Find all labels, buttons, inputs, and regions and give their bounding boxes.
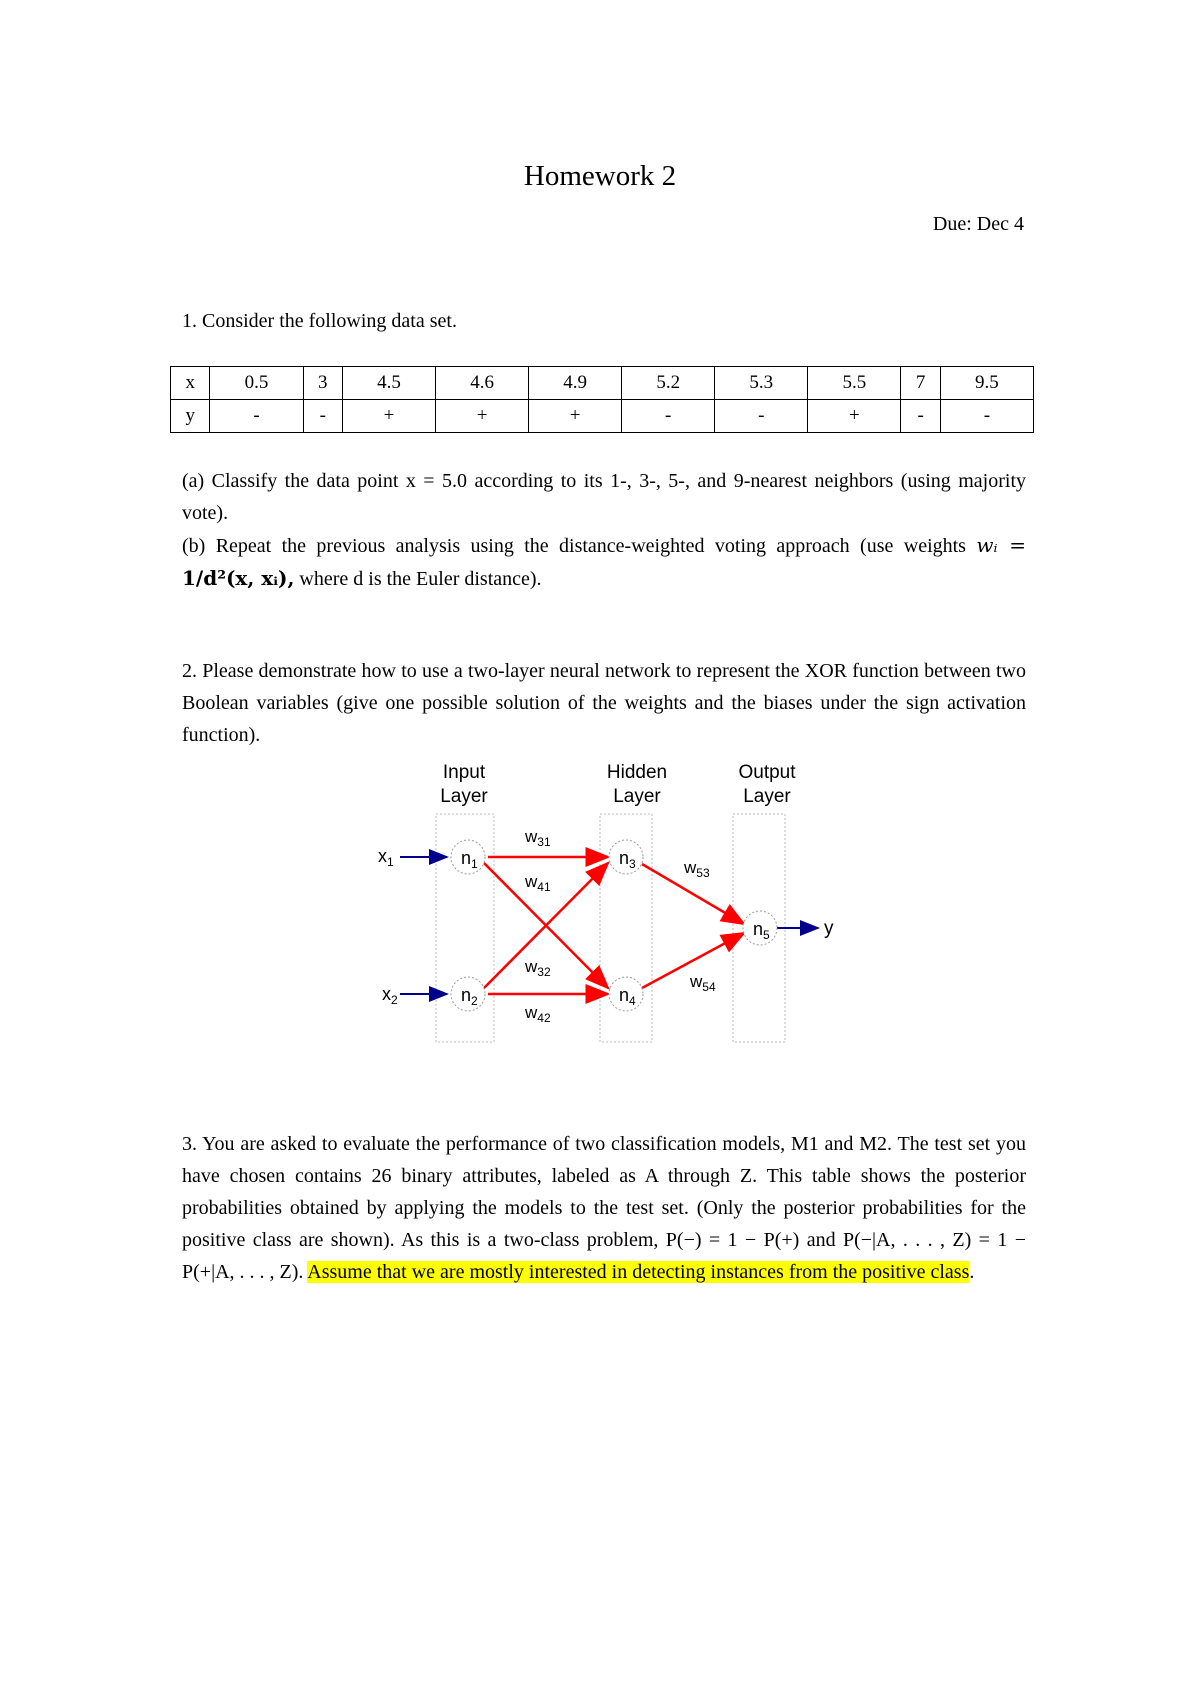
output-layer-label-2: Layer bbox=[743, 786, 791, 807]
weight-w53-label: $w_{53}$ bbox=[684, 858, 710, 880]
weight-w42-label: $w_{42}$ bbox=[525, 1003, 551, 1025]
x2-label: $x_2$ bbox=[382, 984, 398, 1007]
table-row-y bbox=[171, 400, 1034, 433]
table-cell: 7 bbox=[901, 367, 940, 400]
due-date: Due: Dec 4 bbox=[932, 213, 1024, 235]
table-cell: + bbox=[808, 400, 901, 433]
table-cell: + bbox=[436, 400, 529, 433]
page-title: Homework 2 bbox=[523, 160, 677, 192]
hidden-layer-label-1: Hidden bbox=[606, 762, 668, 783]
table-cell: - bbox=[210, 400, 303, 433]
question-1-parts bbox=[182, 465, 1026, 595]
question-3-text bbox=[182, 1128, 1026, 1288]
node-n5-label: $n_5$ bbox=[753, 919, 770, 942]
question-3-end: . bbox=[969, 1261, 975, 1283]
table-cell: - bbox=[901, 400, 940, 433]
weight-w32-label: $w_{32}$ bbox=[525, 957, 551, 979]
table-row-header: y bbox=[171, 400, 210, 433]
question-3-body: 3. You are asked to evaluate the performance of two classification models, M1 and M2. The test set you have chosen contains 26 binary attributes, labeled as A through Z. This table shows the posterior probabilities obtained by applying the models to the test set. (Only the posterior probabilities for the positive class are shown). As this is a two-class problem, P(−) = 1 − P(+) and P(−|A, . . . , Z) = 1 − P(+|A, . . . , Z). bbox=[182, 1133, 1026, 1283]
weight-w31-label: $w_{31}$ bbox=[525, 827, 551, 849]
table-cell: - bbox=[303, 400, 342, 433]
table-cell: + bbox=[343, 400, 436, 433]
neural-network-diagram bbox=[360, 750, 850, 1050]
node-n2-label: $n_2$ bbox=[461, 985, 478, 1008]
input-layer-label-2: Layer bbox=[440, 786, 488, 807]
x1-label: $x_1$ bbox=[378, 846, 394, 869]
table-row-x bbox=[171, 367, 1034, 400]
hidden-layer-label-2: Layer bbox=[613, 786, 661, 807]
question-1b-text: (b) Repeat the previous analysis using the distance-weighted voting approach (use weights bbox=[182, 535, 977, 557]
table-cell: - bbox=[622, 400, 715, 433]
table-cell: 9.5 bbox=[940, 367, 1033, 400]
table-row-header: x bbox=[171, 367, 210, 400]
question-3-highlight: Assume that we are mostly interested in detecting instances from the positive class bbox=[307, 1261, 970, 1283]
weight-w41-label: $w_{41}$ bbox=[525, 872, 551, 894]
node-n4-label: $n_4$ bbox=[619, 985, 636, 1008]
output-layer-label-1: Output bbox=[738, 762, 796, 783]
question-1a-text: (a) Classify the data point x = 5.0 according to its 1-, 3-, 5-, and 9-nearest neighbors (using majority vote). bbox=[182, 470, 1026, 524]
table-cell: - bbox=[940, 400, 1033, 433]
table-cell: + bbox=[529, 400, 622, 433]
data-set-table bbox=[170, 366, 1034, 433]
node-n3-label: $n_3$ bbox=[619, 848, 636, 871]
table-cell: 4.9 bbox=[529, 367, 622, 400]
question-2-text: 2. Please demonstrate how to use a two-layer neural network to represent the XOR function between two Boolean variables (give one possible solution of the weights and the biases under the sign activation function). bbox=[182, 660, 1026, 746]
question-1-intro: 1. Consider the following data set. bbox=[182, 310, 457, 332]
y-label: y bbox=[824, 918, 834, 939]
table-cell: 4.5 bbox=[343, 367, 436, 400]
table-cell: 0.5 bbox=[210, 367, 303, 400]
table-cell: 4.6 bbox=[436, 367, 529, 400]
table-cell: - bbox=[715, 400, 808, 433]
table-cell: 5.3 bbox=[715, 367, 808, 400]
table-cell: 5.2 bbox=[622, 367, 715, 400]
question-1b-distance-formula: 1/d²(x, xᵢ), bbox=[182, 566, 295, 590]
question-1b-text-end: where d is the Euler distance). bbox=[294, 568, 542, 590]
question-1b-weight-formula: wᵢ = bbox=[976, 533, 1026, 557]
node-n1-label: $n_1$ bbox=[461, 848, 478, 871]
table-cell: 3 bbox=[303, 367, 342, 400]
input-layer-label-1: Input bbox=[442, 762, 486, 783]
table-cell: 5.5 bbox=[808, 367, 901, 400]
weight-w54-label: $w_{54}$ bbox=[690, 972, 716, 994]
